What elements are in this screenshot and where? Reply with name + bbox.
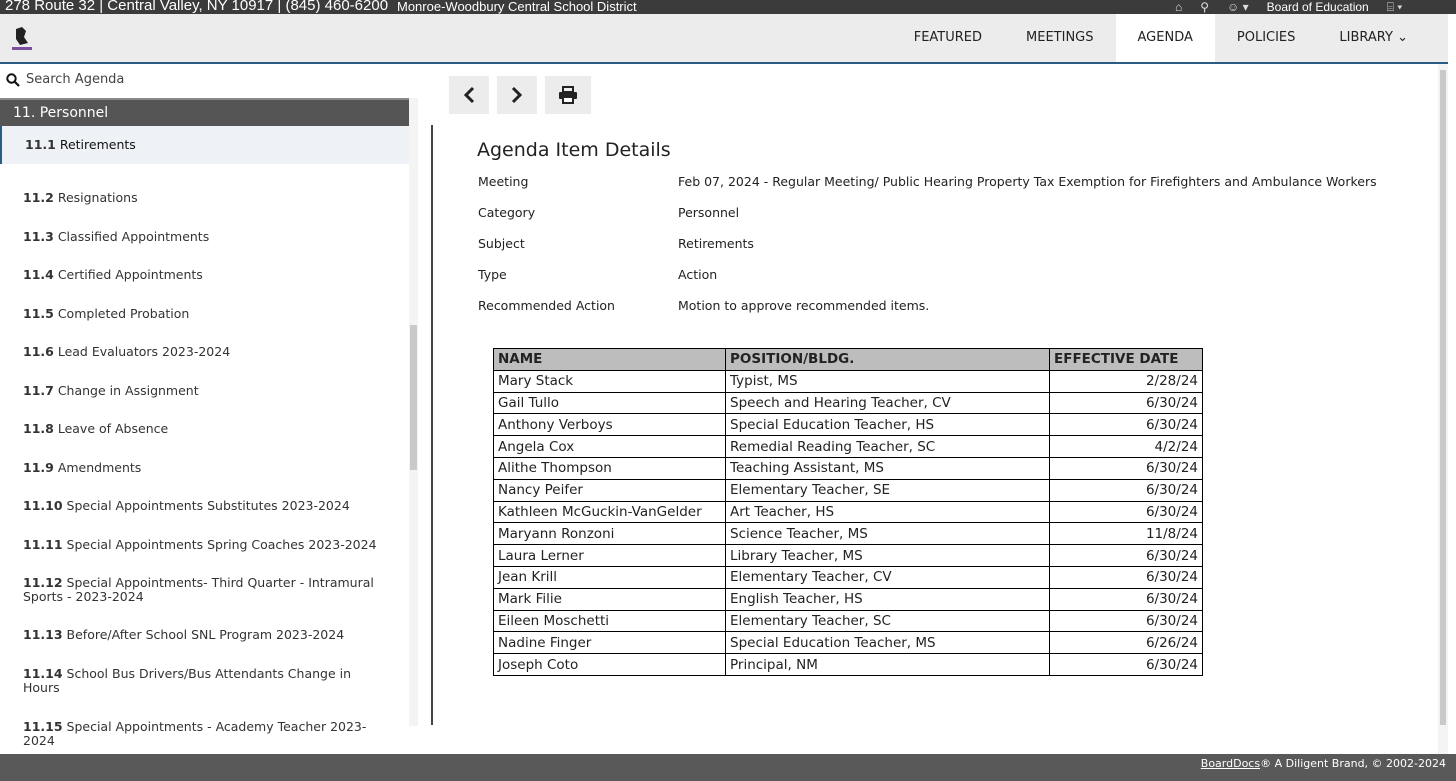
cell-position: Teaching Assistant, MS bbox=[726, 457, 1050, 479]
item-number: 11.3 bbox=[23, 228, 54, 244]
cell-name: Maryann Ronzoni bbox=[494, 523, 726, 545]
sidebar-item[interactable] bbox=[23, 628, 383, 642]
content-divider bbox=[431, 125, 433, 725]
table-row bbox=[494, 523, 1203, 545]
item-number: 11.9 bbox=[23, 459, 54, 475]
table-row bbox=[494, 566, 1203, 588]
cell-name: Alithe Thompson bbox=[494, 457, 726, 479]
cell-position: Art Teacher, HS bbox=[726, 501, 1050, 523]
detail-row bbox=[478, 267, 718, 282]
detail-value: Feb 07, 2024 - Regular Meeting/ Public Hearing Property Tax Exemption for Firefighters and Ambulance Workers bbox=[678, 174, 1377, 189]
detail-row bbox=[478, 205, 740, 220]
item-label: Special Appointments - Academy Teacher 2023-2024 bbox=[23, 719, 367, 748]
table-row bbox=[494, 479, 1203, 501]
cell-date: 4/2/24 bbox=[1050, 436, 1203, 458]
home-icon[interactable]: ⌂ bbox=[1175, 0, 1183, 14]
table-row bbox=[494, 588, 1203, 610]
cell-position: Elementary Teacher, SE bbox=[726, 479, 1050, 501]
detail-label: Category bbox=[478, 205, 536, 220]
cell-name: Laura Lerner bbox=[494, 545, 726, 567]
chevron-down-icon: ⌄ bbox=[1397, 30, 1408, 45]
district-logo[interactable] bbox=[10, 25, 34, 53]
table-row bbox=[494, 632, 1203, 654]
cell-position: Remedial Reading Teacher, SC bbox=[726, 436, 1050, 458]
sidebar-item[interactable] bbox=[0, 126, 409, 164]
sidebar-item[interactable] bbox=[23, 384, 383, 398]
cell-name: Anthony Verboys bbox=[494, 414, 726, 436]
item-number: 11.14 bbox=[23, 666, 63, 681]
item-number: 11.11 bbox=[23, 536, 63, 552]
cell-name: Joseph Coto bbox=[494, 654, 726, 676]
sidebar-item[interactable] bbox=[23, 461, 383, 475]
sidebar-item[interactable] bbox=[23, 230, 383, 244]
previous-button[interactable] bbox=[449, 76, 489, 114]
cell-position: Library Teacher, MS bbox=[726, 545, 1050, 567]
cell-position: Speech and Hearing Teacher, CV bbox=[726, 392, 1050, 414]
agenda-sidebar bbox=[0, 126, 409, 748]
cell-date: 6/26/24 bbox=[1050, 632, 1203, 654]
table-row bbox=[494, 545, 1203, 567]
cell-position: Elementary Teacher, CV bbox=[726, 566, 1050, 588]
cell-date: 6/30/24 bbox=[1050, 392, 1203, 414]
detail-row bbox=[478, 298, 930, 313]
detail-label: Recommended Action bbox=[478, 298, 615, 313]
top-info-bar bbox=[0, 0, 1456, 14]
cell-date: 6/30/24 bbox=[1050, 566, 1203, 588]
building-icon[interactable]: ⌸ ▾ bbox=[1386, 0, 1403, 14]
cell-date: 2/28/24 bbox=[1050, 370, 1203, 392]
item-label: Special Appointments Spring Coaches 2023-2024 bbox=[66, 536, 377, 552]
item-label: Certified Appointments bbox=[57, 267, 203, 282]
item-number: 11.8 bbox=[23, 421, 54, 436]
item-label: School Bus Drivers/Bus Attendants Change in Hours bbox=[23, 666, 352, 695]
item-label: Resignations bbox=[57, 190, 138, 205]
chevron-left-icon bbox=[462, 86, 476, 104]
item-number: 11.4 bbox=[23, 267, 54, 282]
header bbox=[0, 14, 1448, 64]
cell-name: Nadine Finger bbox=[494, 632, 726, 654]
detail-value: Motion to approve recommended items. bbox=[678, 298, 930, 313]
district-address: 278 Route 32 | Central Valley, NY 10917 | (845) 460-6200 bbox=[5, 0, 389, 14]
board-selector[interactable]: Board of Education bbox=[1266, 0, 1369, 14]
item-number: 11.1 bbox=[25, 137, 56, 152]
search-icon bbox=[6, 73, 20, 87]
retirements-table bbox=[493, 348, 1203, 676]
col-name: NAME bbox=[494, 349, 726, 371]
item-number: 11.10 bbox=[23, 498, 63, 513]
cell-position: Special Education Teacher, MS bbox=[726, 632, 1050, 654]
item-label: Leave of Absence bbox=[57, 421, 169, 436]
cell-name: Mark Filie bbox=[494, 588, 726, 610]
item-label: Before/After School SNL Program 2023-2024 bbox=[66, 627, 345, 642]
footer-copyright: ® A Diligent Brand, © 2002-2024 bbox=[1260, 757, 1446, 770]
cell-name: Angela Cox bbox=[494, 436, 726, 458]
col-date: EFFECTIVE DATE bbox=[1050, 349, 1203, 371]
table-row bbox=[494, 610, 1203, 632]
chevron-right-icon bbox=[510, 86, 524, 104]
detail-value: Action bbox=[678, 267, 718, 282]
cell-name: Eileen Moschetti bbox=[494, 610, 726, 632]
item-label: Special Appointments- Third Quarter - Intramural Sports - 2023-2024 bbox=[23, 575, 374, 604]
sidebar-item[interactable] bbox=[23, 422, 383, 436]
sidebar-item[interactable] bbox=[23, 268, 383, 282]
item-label: Special Appointments Substitutes 2023-2024 bbox=[66, 498, 350, 513]
cell-date: 6/30/24 bbox=[1050, 457, 1203, 479]
cell-position: English Teacher, HS bbox=[726, 588, 1050, 610]
page-title: Agenda Item Details bbox=[477, 139, 671, 161]
table-row bbox=[494, 370, 1203, 392]
district-name: Monroe-Woodbury Central School District bbox=[397, 0, 637, 14]
search-agenda[interactable] bbox=[6, 72, 124, 87]
boarddocs-link[interactable]: BoardDocs bbox=[1200, 757, 1261, 770]
item-number: 11.7 bbox=[23, 382, 54, 398]
sidebar-item[interactable] bbox=[23, 307, 383, 321]
detail-label: Meeting bbox=[478, 174, 529, 189]
cell-name: Mary Stack bbox=[494, 370, 726, 392]
main-nav bbox=[892, 14, 1448, 62]
detail-value: Retirements bbox=[678, 236, 754, 251]
item-label: Retirements bbox=[59, 137, 136, 152]
cell-position: Elementary Teacher, SC bbox=[726, 610, 1050, 632]
table-row bbox=[494, 392, 1203, 414]
table-row bbox=[494, 501, 1203, 523]
col-position: POSITION/BLDG. bbox=[726, 349, 1050, 371]
cell-date: 6/30/24 bbox=[1050, 654, 1203, 676]
detail-row bbox=[478, 174, 1377, 189]
user-icon[interactable]: ☺ ▾ bbox=[1227, 0, 1249, 14]
detail-label: Subject bbox=[478, 236, 525, 251]
nav-library-label: LIBRARY bbox=[1339, 30, 1393, 45]
cell-date: 11/8/24 bbox=[1050, 523, 1203, 545]
footer bbox=[0, 754, 1456, 781]
item-label: Change in Assignment bbox=[57, 382, 199, 398]
item-label: Completed Probation bbox=[57, 305, 190, 321]
sidebar-scrollbar-thumb[interactable] bbox=[410, 325, 417, 470]
sidebar-section-header[interactable]: 11. Personnel bbox=[0, 98, 409, 126]
print-button[interactable] bbox=[545, 76, 591, 114]
sidebar-item[interactable] bbox=[23, 538, 383, 552]
cell-date: 6/30/24 bbox=[1050, 501, 1203, 523]
item-number: 11.2 bbox=[23, 190, 54, 205]
cell-date: 6/30/24 bbox=[1050, 545, 1203, 567]
nav-agenda[interactable]: AGENDA bbox=[1116, 14, 1215, 62]
sidebar-item[interactable] bbox=[23, 191, 383, 205]
cell-name: Nancy Peifer bbox=[494, 479, 726, 501]
table-row bbox=[494, 436, 1203, 458]
table-row bbox=[494, 654, 1203, 676]
item-label: Lead Evaluators 2023-2024 bbox=[57, 344, 231, 359]
table-row bbox=[494, 414, 1203, 436]
search-input[interactable]: Search Agenda bbox=[26, 72, 125, 87]
detail-value: Personnel bbox=[678, 205, 740, 220]
sidebar-item[interactable] bbox=[23, 499, 383, 513]
cell-date: 6/30/24 bbox=[1050, 479, 1203, 501]
cell-position: Principal, NM bbox=[726, 654, 1050, 676]
sidebar-item[interactable] bbox=[23, 720, 383, 748]
cell-date: 6/30/24 bbox=[1050, 414, 1203, 436]
nav-meetings[interactable]: MEETINGS bbox=[1026, 30, 1094, 45]
item-number: 11.15 bbox=[23, 719, 63, 734]
item-label: Classified Appointments bbox=[57, 228, 210, 244]
page-scrollbar-thumb[interactable] bbox=[1440, 70, 1446, 725]
item-number: 11.6 bbox=[23, 344, 54, 359]
cell-position: Science Teacher, MS bbox=[726, 523, 1050, 545]
cell-name: Jean Krill bbox=[494, 566, 726, 588]
table-row bbox=[494, 457, 1203, 479]
sidebar-item[interactable] bbox=[23, 345, 383, 359]
cell-name: Gail Tullo bbox=[494, 392, 726, 414]
cell-position: Typist, MS bbox=[726, 370, 1050, 392]
item-number: 11.13 bbox=[23, 627, 63, 642]
search-icon[interactable]: ⚲ bbox=[1200, 0, 1210, 14]
print-icon bbox=[558, 86, 578, 104]
next-button[interactable] bbox=[497, 76, 537, 114]
detail-label: Type bbox=[478, 267, 507, 282]
item-label: Amendments bbox=[57, 459, 142, 475]
nav-library[interactable] bbox=[1317, 14, 1448, 62]
cell-date: 6/30/24 bbox=[1050, 588, 1203, 610]
sidebar-item[interactable] bbox=[23, 576, 383, 604]
item-number: 11.12 bbox=[23, 575, 63, 590]
nav-featured[interactable]: FEATURED bbox=[913, 30, 983, 45]
cell-position: Special Education Teacher, HS bbox=[726, 414, 1050, 436]
nav-policies[interactable]: POLICIES bbox=[1236, 30, 1296, 45]
sidebar-item[interactable] bbox=[23, 667, 383, 695]
cell-name: Kathleen McGuckin-VanGelder bbox=[494, 501, 726, 523]
detail-row bbox=[478, 236, 754, 251]
item-number: 11.5 bbox=[23, 305, 54, 321]
cell-date: 6/30/24 bbox=[1050, 610, 1203, 632]
